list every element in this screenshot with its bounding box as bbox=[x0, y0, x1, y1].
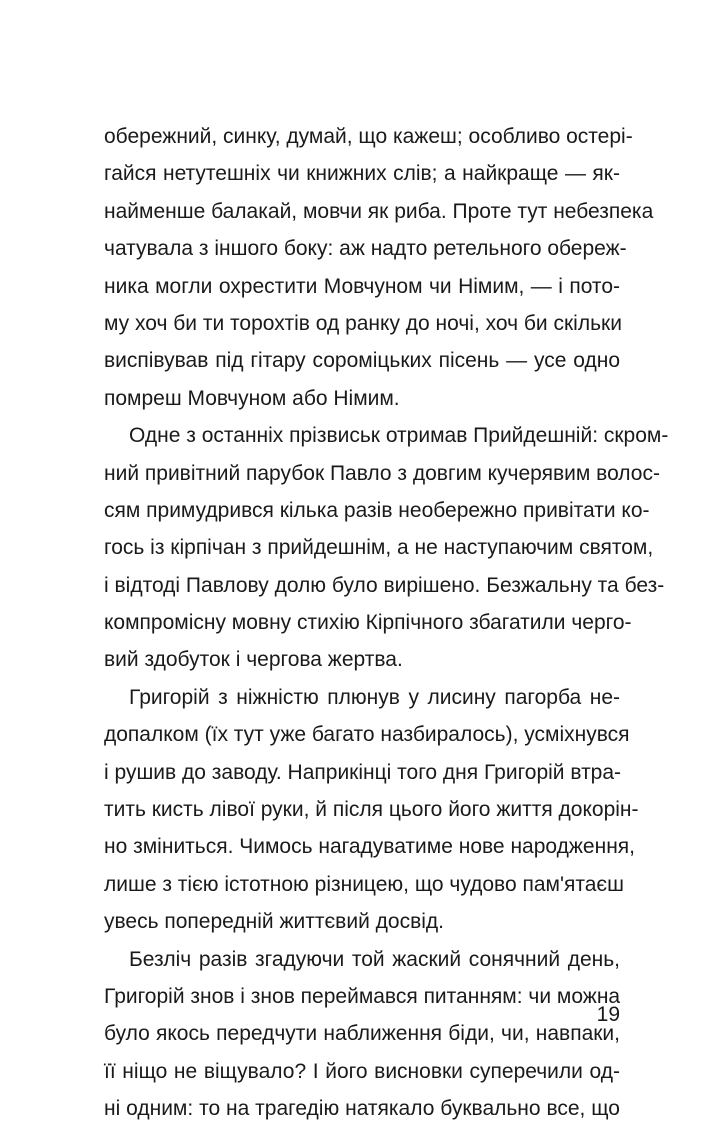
text-line: вий здобуток і чергова жертва. bbox=[104, 648, 403, 672]
text-line: ний привітний парубок Павло з довгим кучерявим волос- bbox=[104, 461, 660, 485]
text-line: ні одним: то на трагедію натякало буквально все, що bbox=[104, 1097, 620, 1121]
text-line: і рушив до заводу. Наприкінці того дня Григорій втра- bbox=[104, 760, 622, 784]
text-line: було якось передчути наближення біди, чи, навпаки, bbox=[104, 1022, 620, 1046]
text-line: гось із кірпічан з прийдешнім, а не наступаючим святом, bbox=[104, 536, 654, 560]
text-line: її ніщо не віщувало? І його висновки суперечили од- bbox=[104, 1059, 620, 1083]
text-line: Одне з останніх прізвиськ отримав Прийдешній: скром- bbox=[129, 424, 669, 448]
text-line: Григорій знов і знов переймався питанням: чи можна bbox=[104, 984, 621, 1008]
page-number: 19 bbox=[596, 1003, 620, 1026]
text-line: виспівував під гітару сороміцьких пісень — усе одно bbox=[104, 349, 620, 373]
text-line: найменше балакай, мовчи як риба. Проте тут небезпека bbox=[104, 199, 654, 223]
text-line: тить кисть лівої руки, й після цього його життя докорін- bbox=[104, 798, 639, 822]
text-line: ника могли охрестити Мовчуном чи Німим, — і пото- bbox=[104, 274, 620, 298]
text-line: помреш Мовчуном або Німим. bbox=[104, 386, 400, 410]
text-line: обережний, синку, думай, що кажеш; особливо остері- bbox=[104, 125, 633, 148]
text-line: Безліч разів згадуючи той жаский сонячний день, bbox=[129, 947, 620, 971]
text-line: му хоч би ти торохтів од ранку до ночі, хоч би скільки bbox=[104, 311, 622, 335]
text-line: компромісну мовну стихію Кірпічного збагатили черго- bbox=[104, 611, 632, 635]
text-line: сям примудрився кілька разів необережно привітати ко- bbox=[104, 498, 650, 522]
text-line: но зміниться. Чимось нагадуватиме нове народження, bbox=[104, 835, 635, 859]
text-line: гайся нетутешніх чи книжних слів; а найкраще — як- bbox=[104, 162, 620, 186]
text-line: Григорій з ніжністю плюнув у лисину пагорба не- bbox=[129, 685, 620, 709]
text-line: чатувала з іншого боку: аж надто ретельного обереж- bbox=[104, 237, 627, 261]
text-line: увесь попередній життєвий досвід. bbox=[104, 910, 444, 934]
book-page-text bbox=[104, 118, 669, 1128]
text-line: лише з тією істотною різницею, що чудово пам'ятаєш bbox=[104, 872, 624, 896]
text-line: допалком (їх тут уже багато назбиралось), усміхнувся bbox=[104, 723, 630, 747]
text-line: і відтоді Павлову долю було вирішено. Безжальну та без- bbox=[104, 573, 665, 597]
